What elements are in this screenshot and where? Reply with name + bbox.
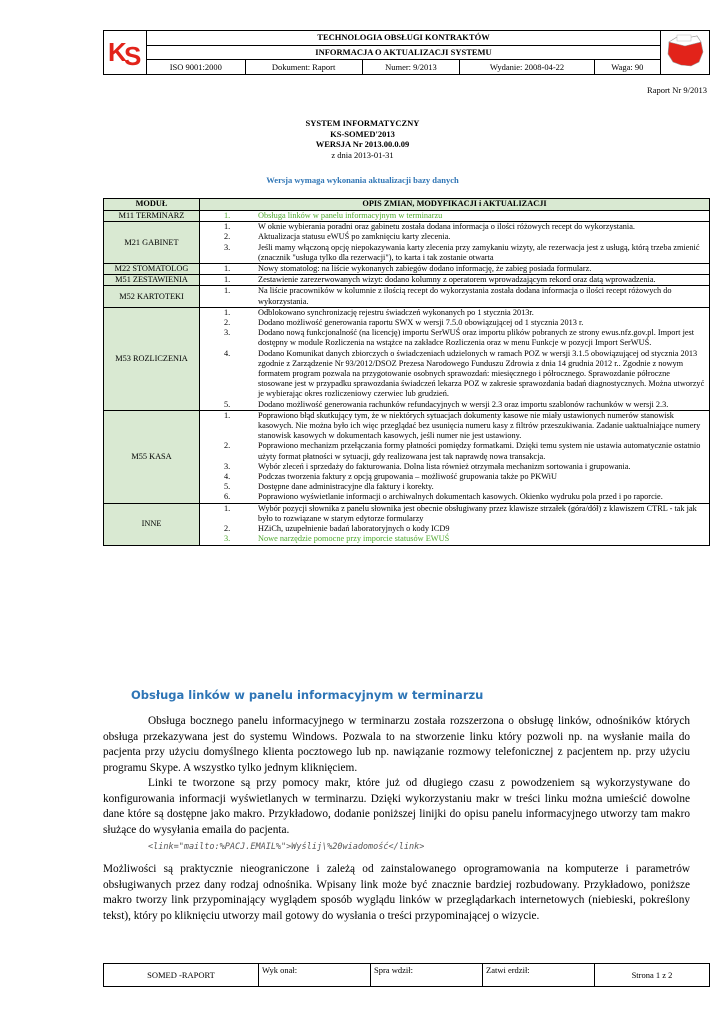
change-list (200, 275, 709, 285)
change-list (200, 264, 709, 274)
list-item (200, 472, 709, 482)
item-text: Dodano możliwość generowania raportu SWX w wersji 7.5.0 obowiązującej od 1 stycznia 2013 r. (258, 318, 584, 328)
item-text: Poprawiono mechanizm przełączania formy płatności pomiędzy formatkami. Dzięki temu system nie ustawia automatycznie ostatnio użyty format płatności w sytuacji, gdy realizowana jest tak naprawdę nowa transakcja. (258, 441, 701, 461)
item-number: 4. (224, 472, 231, 482)
table-row (104, 307, 710, 410)
paragraph-2-text: Linki te tworzone są przy pomocy makr, które już od długiego czasu z powodzeniem są wykorzystywane do konfigurowania informacji wyświetlanych w terminarzu. Dzięki wykorzystaniu makr w treści linku można umieścić dowolne dane które są dostępne jako makro. Przykładowo, dodanie poniższej linijki do opisu panelu informacyjnego utworzy tam makro służące do wysyłania emaila do pacjenta. (103, 777, 690, 836)
module-name: M11 TERMINARZ (104, 211, 200, 222)
item-text: Wybór pozycji słownika z panelu słownika jest obecnie obsługiwany przez klawisze strzałek (góra/dół) z klawiszem CTRL - tak jak było to rozwiązane w starym edytorze formularzy (258, 503, 697, 523)
list-item (200, 400, 709, 410)
list-item (200, 482, 709, 492)
list-item (200, 318, 709, 328)
column-header-module: MODUŁ (104, 199, 200, 211)
item-number: 2. (224, 441, 231, 451)
header-edition: Wydanie: 2008-04-22 (460, 60, 594, 75)
poland-map-logo (661, 31, 710, 75)
svg-text:S: S (124, 41, 142, 71)
list-item (200, 328, 709, 348)
list-item (200, 232, 709, 242)
header-doc-type: Dokument: Raport (245, 60, 362, 75)
list-item (200, 275, 709, 285)
header-title-1: TECHNOLOGIA OBSŁUGI KONTRAKTÓW (147, 31, 661, 46)
item-number: 2. (224, 232, 231, 242)
change-list (200, 308, 709, 410)
item-text: Nowe narzędzie pomocne przy imporcie statusów EWUŚ (258, 534, 450, 544)
item-number: 5. (224, 482, 231, 492)
item-number: 3. (224, 328, 231, 338)
item-text: Na liście pracowników w kolumnie z ilością recept do wykorzystania została dodana informacja o ilości recept różowych do wykorzystania. (258, 286, 672, 306)
document-header (103, 30, 710, 75)
item-number: 1. (224, 307, 231, 317)
paragraph-1-text: Obsługa bocznego panelu informacyjnego w terminarzu została rozszerzona o obsługę linków, odnośników których obsługa przekazywana jest do systemu Windows. Pozwala to na stworzenie linku który pozwoli np. na wysłanie maila do pacjenta przy użyciu domyślnego klienta pocztowego lub np. nawiązanie rozmowy telefonicznej z pacjentem np. przy użyciu programu Skype. A wszystko tylko jednym kliknięciem. (103, 715, 690, 774)
item-number: 1. (224, 264, 231, 274)
table-row (104, 503, 710, 545)
header-number: Numer: 9/2013 (362, 60, 460, 75)
module-changes (200, 264, 710, 275)
item-text: Dodano możliwość generowania rachunków refundacyjnych w wersji 2.3 oraz importu szablonów rachunków w wersji 2.3. (258, 399, 669, 409)
module-name: INNE (104, 503, 200, 545)
footer-doc: SOMED -RAPORT (104, 964, 259, 987)
list-item (200, 411, 709, 442)
module-changes (200, 503, 710, 545)
list-item (200, 504, 709, 524)
table-row (104, 211, 710, 222)
module-name: M22 STOMATOLOG (104, 264, 200, 275)
code-example: <link="mailto:%PACJ.EMAIL%">Wyślij\%20wiadomość</link> (148, 842, 425, 852)
paragraph-3: Możliwości są praktycznie nieograniczone i zależą od zainstalowanego oprogramowania na komputerze i parametrów obsługiwanych przez dany rodzaj odnośnika. Wpisany link może być znacznie bardziej rozbudowany. Przykładowo, poniższe makro tworzy link przypominający wyglądem sposób wyglądu linków w przeglądarkach internetowych (niebieski, pokreślony tekst), który po kliknięciu utworzy mail gotowy do wysłania o treści przypominającej o wizycie. (103, 863, 690, 922)
table-row (104, 222, 710, 264)
table-row (104, 410, 710, 503)
poland-map-icon (663, 32, 707, 70)
changes-table (103, 198, 710, 546)
svg-text:K: K (108, 37, 127, 67)
header-iso: ISO 9001:2000 (147, 60, 246, 75)
title-line-4: z dnia 2013-01-31 (331, 149, 394, 160)
column-header-description: OPIS ZMIAN, MODYFIKACJI i AKTUALIZACJI (200, 199, 710, 211)
module-changes (200, 307, 710, 410)
list-item (200, 524, 709, 534)
module-name: M53 ROZLICZENIA (104, 307, 200, 410)
item-text: HZiCh, uzupełnienie badań laboratoryjnych o kody ICD9 (258, 524, 450, 534)
item-number: 3. (224, 534, 231, 544)
item-text: Poprawiono wyświetlanie informacji o archiwalnych dokumentach kasowych. Okienko wydruku pola przed i po raporcie. (258, 492, 663, 502)
item-number: 1. (224, 211, 231, 220)
item-text: Zestawienie zarezerwowanych wizyt: dodano kolumny z operatorem wprowadzającym rekord oraz datą wprowadzenia. (258, 275, 656, 285)
list-item (200, 441, 709, 461)
change-list (200, 504, 709, 545)
list-item (200, 286, 709, 306)
module-name: M51 ZESTAWIENIA (104, 275, 200, 286)
item-text: Wybór zleceń i sprzedaży do fakturowania. Dolna lista również otrzymała mechanizm sortowania i grupowania. (258, 461, 631, 471)
list-item (200, 222, 709, 232)
list-item (200, 492, 709, 502)
list-item (200, 308, 709, 318)
change-list (200, 211, 709, 221)
change-list (200, 286, 709, 306)
document-footer (103, 963, 710, 987)
ks-logo-icon (105, 31, 145, 71)
item-text: Jeśli mamy włączoną opcję niepokazywania karty zlecenia przy zamykaniu wizyty, ale rezerwacja jest z usługą, którą trzeba zmienić (znacznik "usługa tylko dla rezerwacji"), to karta i tak zostanie otwarta (258, 242, 700, 262)
table-row (104, 286, 710, 307)
item-number: 1. (224, 503, 231, 513)
section-heading: Obsługa linków w panelu informacyjnym w terminarzu (131, 688, 484, 702)
item-number: 1. (224, 222, 231, 232)
header-weight: Waga: 90 (594, 60, 660, 75)
footer-sprawdzil: Spra wdził: (371, 964, 483, 987)
item-number: 1. (224, 410, 231, 420)
module-changes (200, 275, 710, 286)
item-number: 5. (224, 399, 231, 409)
list-item (200, 462, 709, 472)
item-text: Dostępne dane administracyjne dla faktury i korekty. (258, 482, 434, 492)
footer-wykonal: Wyk onał: (259, 964, 371, 987)
item-text: Dodano Komunikat danych zbiorczych o świadczeniach udzielonych w ramach POZ w wersji 3.1.5 obowiązującej od stycznia 2013 zgodnie z Zarządzenie Nr 93/2012/DSOZ Prezesa Narodowego Funduszu Zdrowia z dnia 14 grudnia 2012 r.. Zgodnie z nowym formatem program pozwala na przygotowanie osobnych sprawozdań: miesięcznego i półrocznego. Sprawozdanie półroczne stosowane jest w przypadku sprawozdania świadczeń lekarza POZ w zakresie sprawozdania badań diagnostycznych. Można utworzyć je wybierając okres rozliczeniowy czerwiec lub grudzień. (258, 348, 705, 399)
item-number: 1. (224, 286, 231, 296)
list-item (200, 534, 709, 544)
item-text: Aktualizacja statusu eWUŚ po zamknięciu karty zlecenia. (258, 232, 451, 242)
list-item (200, 349, 709, 400)
module-name: M52 KARTOTEKI (104, 286, 200, 307)
module-name: M55 KASA (104, 410, 200, 503)
footer-zatwierdzil: Zatwi erdził: (483, 964, 595, 987)
list-item (200, 211, 709, 221)
change-list (200, 222, 709, 263)
item-text: Odblokowano synchronizację rejestru świadczeń wykonanych po 1 stycznia 2013r. (258, 307, 534, 317)
item-text: Poprawiono błąd skutkujący tym, że w niektórych sytuacjach dokumenty kasowe nie miały ustawionych numerów stanowisk kasowych. Nie można było ich więc przeglądać bez usunięcia numeru kasy z filtrów przeszukiwania. Zadanie uaktualniające numery stanowisk kasowych w dokumentach kasowych, jeśli numer nie jest ustawiony. (258, 410, 701, 441)
footer-page: Strona 1 z 2 (595, 964, 710, 987)
module-changes (200, 286, 710, 307)
module-name: M21 GABINET (104, 222, 200, 264)
item-number: 3. (224, 461, 231, 471)
system-titles (0, 118, 725, 160)
item-number: 3. (224, 242, 231, 252)
item-number: 6. (224, 492, 231, 502)
company-logo (104, 31, 147, 75)
module-changes (200, 410, 710, 503)
item-text: W oknie wybierania poradni oraz gabinetu została dodana informacja o ilości różowych recept do wykorzystania. (258, 222, 635, 232)
title-line-3: WERSJA Nr 2013.00.0.09 (315, 139, 410, 149)
item-text: Podczas tworzenia faktury z opcją grupowania – możliwość grupowania także po PKWiU (258, 472, 557, 482)
paragraph-1 (103, 714, 690, 776)
table-row (104, 264, 710, 275)
paragraph-2 (103, 776, 690, 838)
item-number: 2. (224, 524, 231, 534)
list-item (200, 264, 709, 274)
title-line-1: SYSTEM INFORMATYCZNY (305, 118, 420, 128)
module-changes (200, 222, 710, 264)
change-list (200, 411, 709, 503)
table-row (104, 275, 710, 286)
item-text: Obsługa linków w panelu informacyjnym w terminarzu (258, 211, 443, 220)
item-number: 2. (224, 318, 231, 328)
item-number: 1. (224, 275, 231, 285)
list-item (200, 243, 709, 263)
item-number: 4. (224, 348, 231, 358)
header-title-2: INFORMACJA O AKTUALIZACJI SYSTEMU (147, 45, 661, 60)
item-text: Nowy stomatolog: na liście wykonanych zabiegów dodano informację, że zabieg posiada formularz. (258, 264, 592, 274)
version-note: Wersja wymaga wykonania aktualizacji bazy danych (266, 175, 459, 185)
title-line-2: KS-SOMED'2013 (330, 128, 395, 139)
module-changes (200, 211, 710, 222)
report-number: Raport Nr 9/2013 (647, 85, 707, 95)
item-text: Dodano nową funkcjonalność (na licencję) importu SerWUŚ oraz importu plików pobranych ze strony ewus.nfz.gov.pl. Import jest dostępny w module Rozliczenia na wstążce na zakładce Rozliczenia oraz w menu Funkcje w pozycji Import SerWUŚ. (258, 328, 695, 348)
